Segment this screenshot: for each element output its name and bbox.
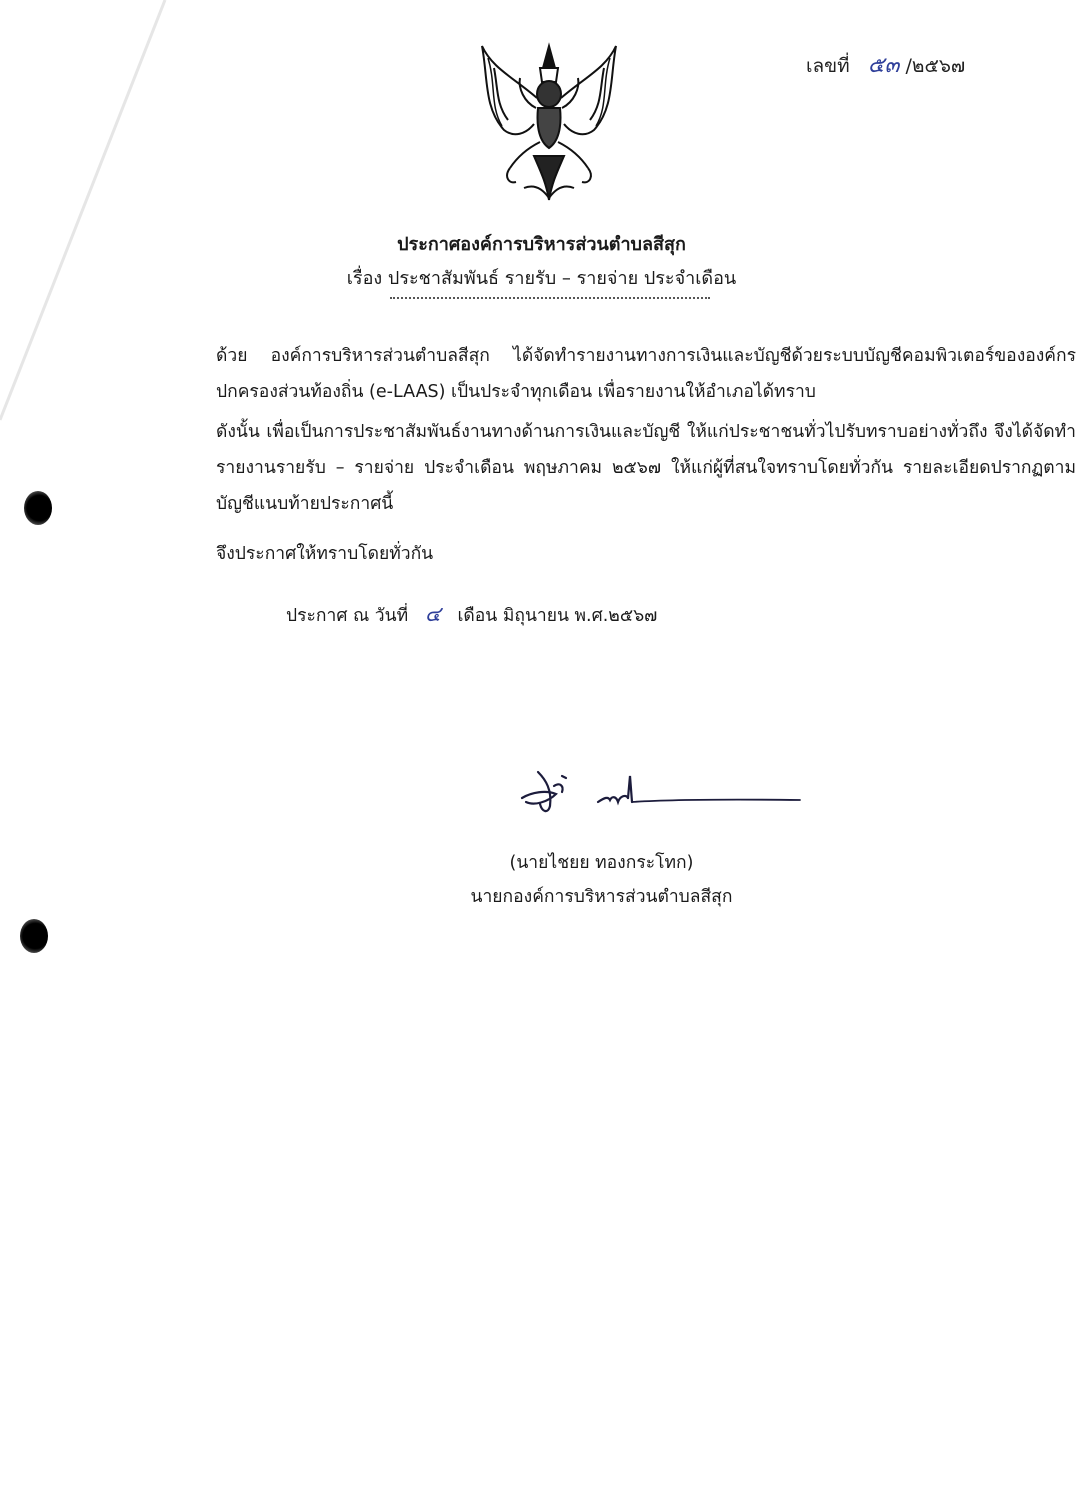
signer-position: นายกองค์การบริหารส่วนตำบลสีสุก xyxy=(470,887,733,907)
date-prefix: ประกาศ ณ วันที่ xyxy=(286,606,409,626)
signer-name: (นายไชยย ทองกระโทก) xyxy=(509,853,694,873)
announcement-date xyxy=(286,598,657,631)
date-day: ๔ xyxy=(424,602,441,626)
announcement-title: ประกาศองค์การบริหารส่วนตำบลสีสุก xyxy=(397,234,686,255)
body-paragraph-1: ด้วย องค์การบริหารส่วนตำบลสีสุก ได้จัดทำรายงานทางการเงินและบัญชีด้วยระบบบัญชีคอมพิวเตอร์ขององค์กรปกครองส่วนท้องถิ่น (e-LAAS) เป็นประจำทุกเดือน เพื่อรายงานให้อำเภอได้ทราบ xyxy=(216,346,1076,402)
closing-line: จึงประกาศให้ทราบโดยทั่วกัน xyxy=(216,544,434,564)
body-paragraph-2: ดังนั้น เพื่อเป็นการประชาสัมพันธ์งานทางด้านการเงินและบัญชี ให้แก่ประชาชนทั่วไปรับทราบอย่างทั่วถึง จึงได้จัดทำรายงานรายรับ – รายจ่าย ประจำเดือน พฤษภาคม ๒๕๖๗ ให้แก่ผู้ที่สนใจทราบโดยทั่วกัน รายละเอียดปรากฏตามบัญชีแนบท้ายประกาศนี้ xyxy=(216,422,1076,514)
dotted-divider xyxy=(390,297,710,299)
garuda-emblem-icon xyxy=(474,38,624,204)
punch-hole xyxy=(24,491,52,525)
document-number-year: /๒๕๖๗ xyxy=(905,55,966,77)
punch-hole xyxy=(20,919,48,953)
announcement-subject: เรื่อง ประชาสัมพันธ์ รายรับ – รายจ่าย ประจำเดือน xyxy=(346,268,737,289)
document-number-label: เลขที่ xyxy=(806,55,850,77)
date-suffix: เดือน มิถุนายน พ.ศ.๒๕๖๗ xyxy=(457,606,658,626)
signature-mark xyxy=(512,762,812,822)
document-number-value: ๕๓ xyxy=(867,53,900,78)
document-number xyxy=(806,47,965,82)
